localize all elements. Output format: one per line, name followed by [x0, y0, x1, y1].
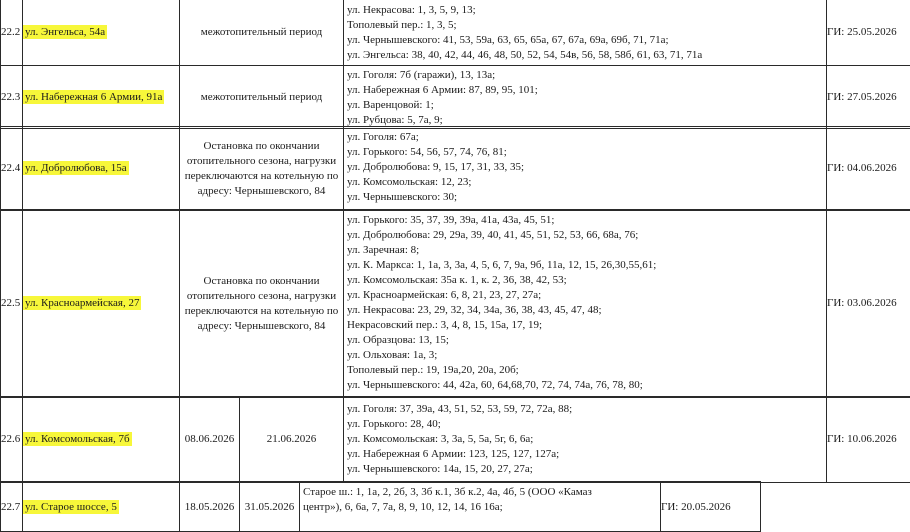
street-line: ул. Горького: 35, 37, 39, 39а, 41а, 43а, 45, 51; [347, 213, 823, 228]
row-number: 22.4 [1, 127, 23, 211]
street-line: центр»), 6, 6а, 7, 7а, 8, 9, 10, 12, 14, 16 16а; [303, 500, 657, 515]
street-line: ул. Горького: 54, 56, 57, 74, 76, 81; [347, 145, 823, 160]
street-line: ул. Заречная: 8; [347, 243, 823, 258]
row-number: 22.7 [1, 482, 23, 532]
street-line: ул. Некрасова: 23, 29, 32, 34, 34а, 36, 38, 43, 45, 47, 48; [347, 303, 823, 318]
street-line: ул. Гоголя: 67а; [347, 130, 823, 145]
shutdown-end-date: 31.05.2026 [240, 482, 300, 532]
affected-streets [300, 482, 661, 532]
street-line: ул. Энгельса: 38, 40, 42, 44, 46, 48, 50, 52, 54, 54в, 56, 58, 58б, 61, 63, 71, 71а [347, 48, 823, 63]
shutdown-period: Остановка по окончании отопительного сезона, нагрузки переключаются на котельную по адресу: Чернышевского, 84 [180, 210, 344, 398]
boiler-address-highlight: ул. Старое шоссе, 5 [23, 500, 119, 514]
street-line: ул. Добролюбова: 9, 15, 17, 31, 33, 35; [347, 160, 823, 175]
street-line: ул. Комсомольская: 35а к. 1, к. 2, 36, 38, 42, 53; [347, 273, 823, 288]
table-row [0, 126, 910, 211]
boiler-address [23, 482, 180, 532]
street-line: ул. Чернышевского: 44, 42а, 60, 64,68,70, 72, 74, 74а, 76, 78, 80; [347, 378, 823, 393]
street-line: ул. Набережная 6 Армии: 87, 89, 95, 101; [347, 83, 823, 98]
table-row [0, 209, 910, 398]
hydraulic-test-date: ГИ: 20.05.2026 [661, 482, 761, 532]
street-line: Тополевый пер.: 1, 3, 5; [347, 18, 823, 33]
shutdown-period: межотопительный период [180, 66, 344, 129]
street-line: ул. Красноармейская: 6, 8, 21, 23, 27, 27а; [347, 288, 823, 303]
hydraulic-test-date: ГИ: 03.06.2026 [827, 210, 910, 398]
affected-streets [344, 397, 827, 483]
street-line: ул. Варенцовой: 1; [347, 98, 823, 113]
shutdown-start-date: 18.05.2026 [180, 482, 240, 532]
street-line: Некрасовский пер.: 3, 4, 8, 15, 15а, 17, 19; [347, 318, 823, 333]
boiler-address [23, 397, 180, 483]
street-line: ул. Чернышевского: 30; [347, 190, 823, 205]
boiler-address-highlight: ул. Добролюбова, 15а [23, 161, 129, 175]
row-number: 22.5 [1, 210, 23, 398]
boiler-address [23, 210, 180, 398]
street-line: ул. Набережная 6 Армии: 123, 125, 127, 127а; [347, 447, 823, 462]
boiler-address-highlight: ул. Красноармейская, 27 [23, 296, 141, 310]
street-line: Тополевый пер.: 19, 19а,20, 20а, 20б; [347, 363, 823, 378]
shutdown-end-date: 21.06.2026 [240, 397, 344, 483]
row-number: 22.6 [1, 397, 23, 483]
boiler-address [23, 127, 180, 211]
street-line: ул. К. Маркса: 1, 1а, 3, 3а, 4, 5, 6, 7, 9а, 9б, 11а, 12, 15, 26,30,55,61; [347, 258, 823, 273]
street-line: ул. Комсомольская: 12, 23; [347, 175, 823, 190]
shutdown-period: Остановка по окончании отопительного сезона, нагрузки переключаются на котельную по адресу: Чернышевского, 84 [180, 127, 344, 211]
table-row [0, 65, 910, 129]
boiler-address [23, 66, 180, 129]
hydraulic-test-date: ГИ: 10.06.2026 [827, 397, 910, 483]
affected-streets [344, 127, 827, 211]
affected-streets [344, 0, 827, 66]
street-line: ул. Образцова: 13, 15; [347, 333, 823, 348]
boiler-address-highlight: ул. Набережная 6 Армии, 91а [23, 90, 164, 104]
street-line: ул. Горького: 28, 40; [347, 417, 823, 432]
boiler-address-highlight: ул. Энгельса, 54а [23, 25, 107, 39]
street-line: ул. Некрасова: 1, 3, 5, 9, 13; [347, 3, 823, 18]
street-line: ул. Комсомольская: 3, 3а, 5, 5а, 5г, 6, 6а; [347, 432, 823, 447]
table-row [0, 396, 910, 483]
boiler-address [23, 0, 180, 66]
table-row [0, 0, 910, 66]
street-line: ул. Чернышевского: 14а, 15, 20, 27, 27а; [347, 462, 823, 477]
affected-streets [344, 66, 827, 129]
street-line: Старое ш.: 1, 1а, 2, 2б, 3, 3б к.1, 3б к.2, 4а, 4б, 5 (ООО «Камаз [303, 485, 657, 500]
table-row [0, 481, 761, 532]
street-line: ул. Добролюбова: 29, 29а, 39, 40, 41, 45, 51, 52, 53, 66, 68а, 76; [347, 228, 823, 243]
hydraulic-test-date: ГИ: 27.05.2026 [827, 66, 910, 129]
street-line: ул. Гоголя: 37, 39а, 43, 51, 52, 53, 59, 72, 72а, 88; [347, 402, 823, 417]
shutdown-period: межотопительный период [180, 0, 344, 66]
street-line: ул. Гоголя: 7б (гаражи), 13, 13а; [347, 68, 823, 83]
boiler-address-highlight: ул. Комсомольская, 7б [23, 432, 132, 446]
street-line: ул. Рубцова: 5, 7а, 9; [347, 113, 823, 128]
hydraulic-test-date: ГИ: 25.05.2026 [827, 0, 910, 66]
row-number: 22.2 [1, 0, 23, 66]
row-number: 22.3 [1, 66, 23, 129]
shutdown-start-date: 08.06.2026 [180, 397, 240, 483]
hydraulic-test-date: ГИ: 04.06.2026 [827, 127, 910, 211]
affected-streets [344, 210, 827, 398]
street-line: ул. Ольховая: 1а, 3; [347, 348, 823, 363]
street-line: ул. Чернышевского: 41, 53, 59а, 63, 65, 65а, 67, 67а, 69а, 69б, 71, 71а; [347, 33, 823, 48]
